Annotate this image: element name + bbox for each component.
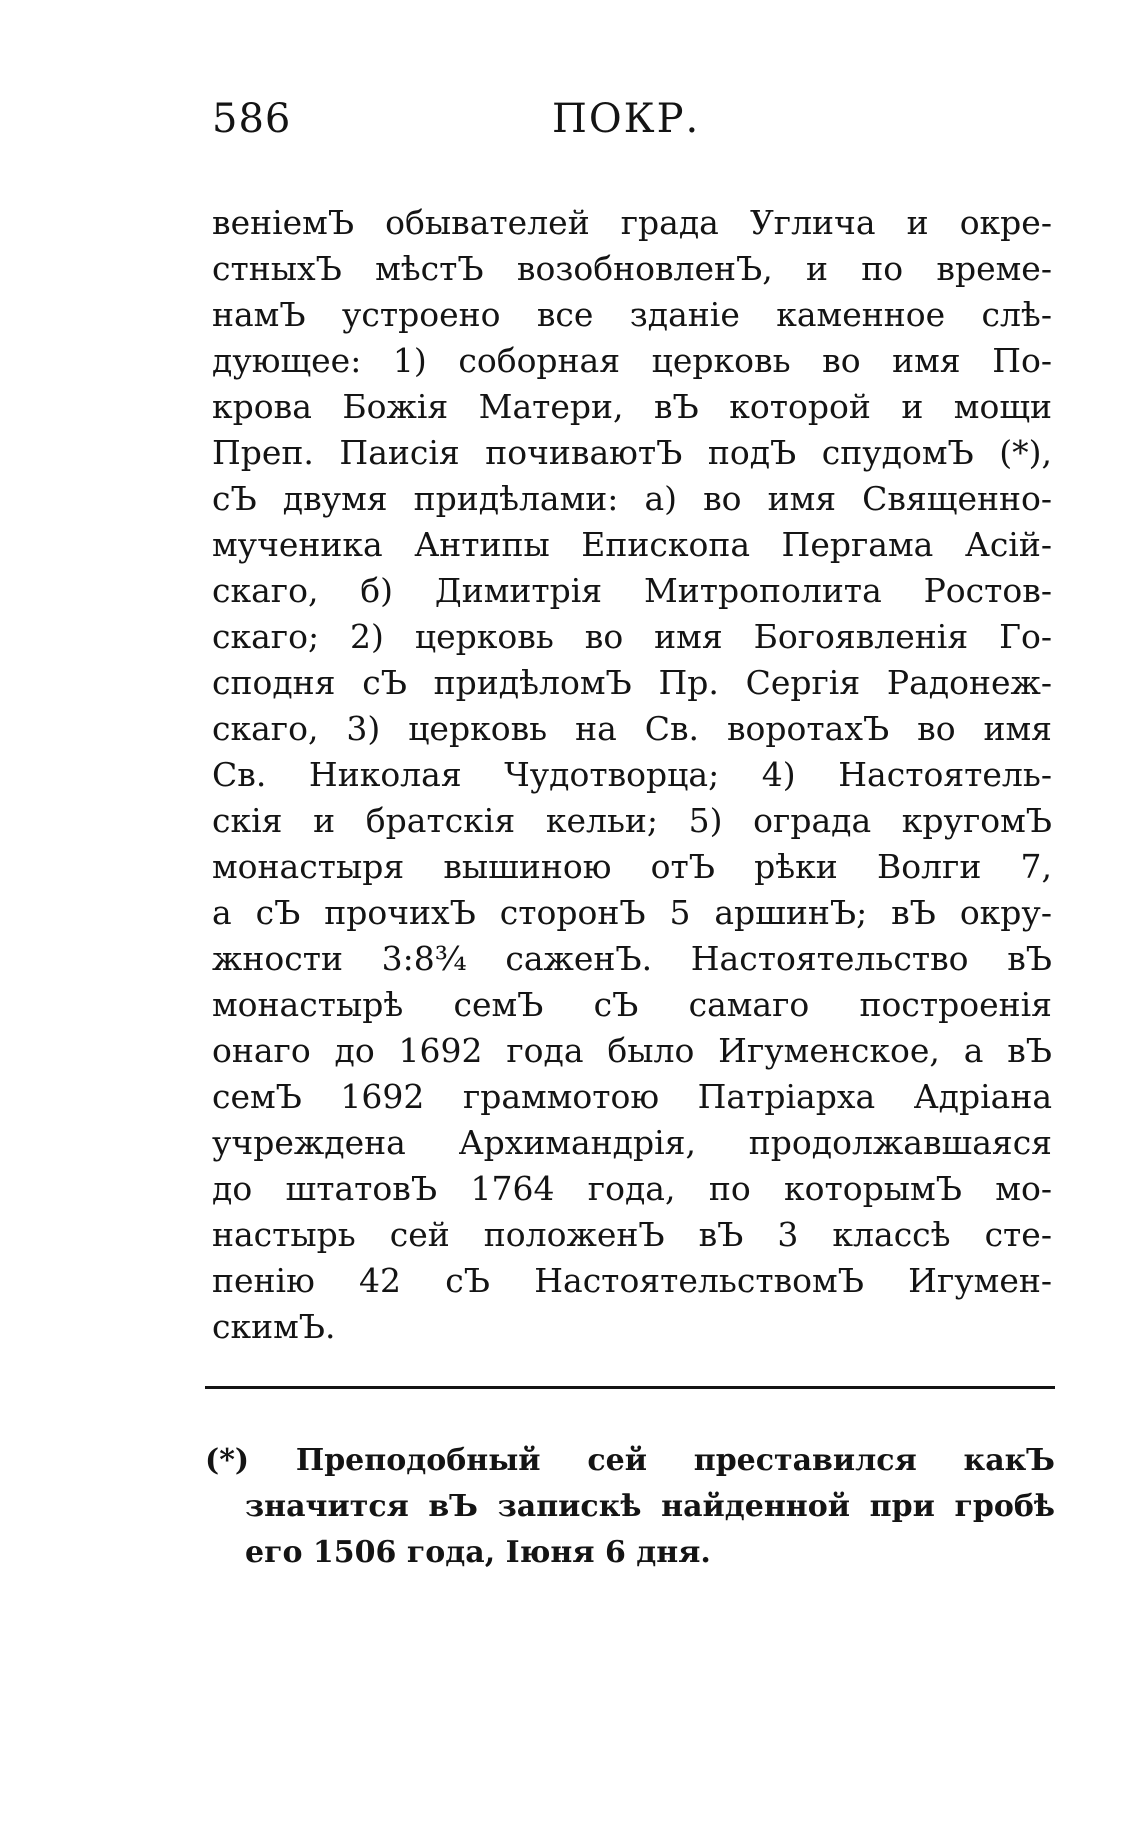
text-line: скимЪ. xyxy=(212,1307,336,1346)
text-line: настырь сей положенЪ вЪ 3 классѣ сте- xyxy=(212,1215,1052,1254)
text-line: скаго, б) Димитрія Митрополита Ростов- xyxy=(212,571,1052,610)
footnote-line: его 1506 года, Іюня 6 дня. xyxy=(245,1535,711,1570)
footnote-line: значится вЪ запискѣ найденной при гробѣ xyxy=(245,1489,1055,1524)
text-line: скаго; 2) церковь во имя Богоявленія Го- xyxy=(212,617,1052,656)
text-line: а сЪ прочихЪ сторонЪ 5 аршинЪ; вЪ окру- xyxy=(212,893,1052,932)
text-line: сподня сЪ придѣломЪ Пр. Сергія Радонеж- xyxy=(212,663,1052,702)
text-line: Преп. Паисія почиваютЪ подЪ спудомЪ (*), xyxy=(212,433,1052,472)
running-head: ПОКР. xyxy=(552,96,701,142)
text-line: монастыря вышиною отЪ рѣки Волги 7, xyxy=(212,847,1052,886)
text-line: сЪ двумя придѣлами: а) во имя Священно- xyxy=(212,479,1052,518)
text-line: скаго, 3) церковь на Св. воротахЪ во имя xyxy=(212,709,1052,748)
text-line: монастырѣ семЪ сЪ самаго построенія xyxy=(212,985,1052,1024)
text-line: онаго до 1692 года было Игуменское, а вЪ xyxy=(212,1031,1052,1070)
text-line: Св. Николая Чудотворца; 4) Настоятель- xyxy=(212,755,1052,794)
text-line: стныхЪ мѣстЪ возобновленЪ, и по време- xyxy=(212,249,1052,288)
page-header xyxy=(212,96,1052,156)
text-line: скія и братскія кельи; 5) ограда кругомЪ xyxy=(212,801,1052,840)
page-number: 586 xyxy=(212,96,292,142)
footnote-divider xyxy=(205,1386,1055,1389)
text-line: семЪ 1692 граммотою Патріарха Адріана xyxy=(212,1077,1052,1116)
footnote-line: (*) Преподобный сей преставился какЪ xyxy=(205,1443,1055,1478)
text-line: жности 3:8¾ саженЪ. Настоятельство вЪ xyxy=(212,939,1052,978)
footnote xyxy=(205,1438,1055,1576)
text-line: намЪ устроено все зданіе каменное слѣ- xyxy=(212,295,1052,334)
text-line: крова Божія Матери, вЪ которой и мощи xyxy=(212,387,1052,426)
text-line: учреждена Архимандрія, продолжавшаяся xyxy=(212,1123,1052,1162)
text-line: мученика Антипы Епископа Пергама Асій- xyxy=(212,525,1052,564)
text-line: пенію 42 сЪ НастоятельствомЪ Игумен- xyxy=(212,1261,1052,1300)
text-line: веніемЪ обывателей града Углича и окре- xyxy=(212,203,1052,242)
body-text xyxy=(212,200,1052,1350)
text-line: до штатовЪ 1764 года, по которымЪ мо- xyxy=(212,1169,1052,1208)
text-line: дующее: 1) соборная церковь во имя По- xyxy=(212,341,1052,380)
